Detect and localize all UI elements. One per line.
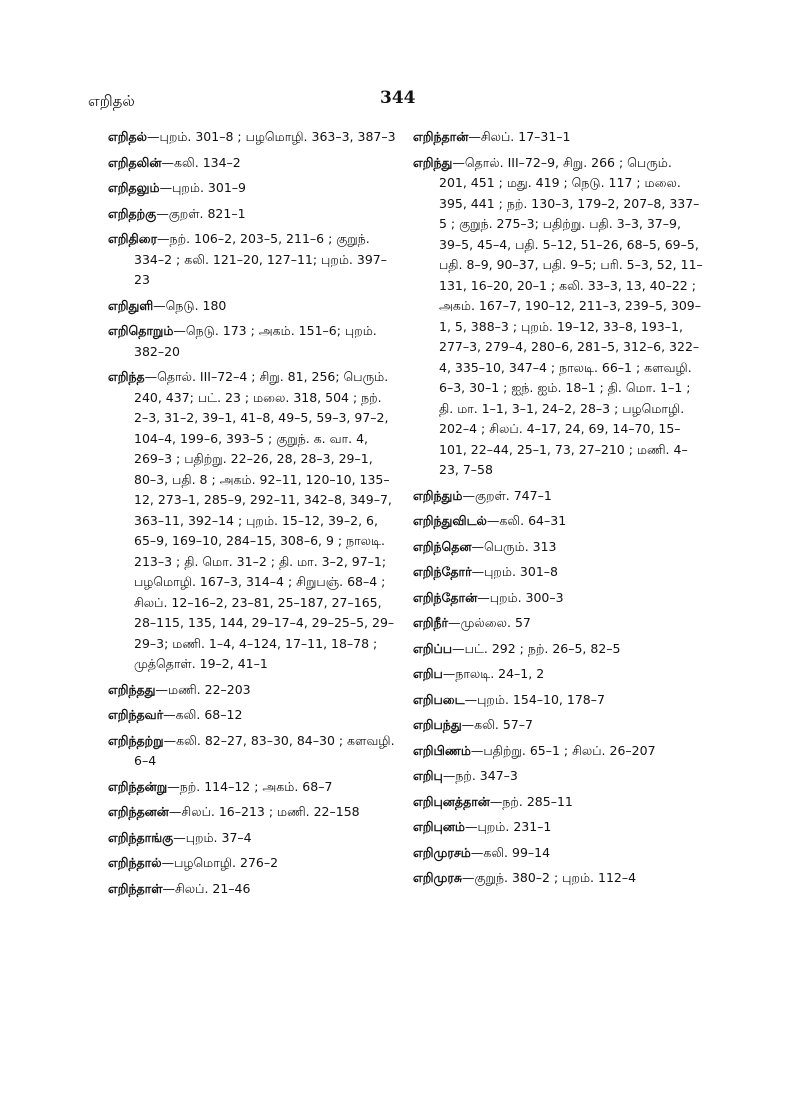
entry-references: —சிலப். 21–46 (162, 880, 251, 896)
entry-headword: எறிப்ப (413, 640, 453, 656)
entry-references: —தொல். III–72–9, சிறு. 266 ; பெரும். 201, 451 ; மது. 419 ; நெடு. 117 ; மலை. 395, 441 ; நற். 130–3, 179–2, 207–8, 337–5 ; குறுந். 275–3; பதிற்று. பதி. 3–3, 37–9, 39–5, 45–4, பதி. 5–12, 51–26, 68–5, 69–5, பதி. 8–9, 90–37, பதி. 9–5; பரி. 5–3, 52, 11–131, 16–20, 20–1 ; கலி. 33–3, 13, 40–22 ; அகம். 167–7, 190–12, 211–3, 239–5, 309–1, 5, 388–3 ; புறம். 19–12, 33–8, 193–1, 277–3, 279–4, 280–6, 281–5, 312–6, 322–4, 335–10, 347–4 ; நாலடி. 66–1 ; களவழி. 6–3, 30–1 ; ஐந். ஐம். 18–1 ; தி. மொ. 1–1 ; தி. மா. 1–1, 3–1, 24–2, 28–3 ; பழமொழி. 202–4 ; சிலப். 4–17, 24, 69, 14–70, 15–101, 22–44, 25–1, 73, 27–210 ; மணி. 4–23, 7–58 (439, 154, 703, 477)
index-entry (108, 229, 398, 291)
entry-references: —முல்லை. 57 (448, 615, 531, 630)
entry-references: —புறம். 37–4 (173, 829, 252, 845)
index-entry (413, 562, 703, 583)
entry-references: —கலி. 68–12 (163, 707, 243, 722)
left-column (108, 127, 398, 904)
entry-headword: எறிந்தாங்கு (108, 829, 174, 845)
entry-headword: எறிதலும் (108, 180, 160, 195)
entry-references: —கலி. 82–27, 83–30, 84–30 ; களவழி. 6–4 (134, 732, 395, 768)
index-entry (108, 731, 398, 772)
entry-headword: எறிப (413, 666, 443, 681)
entry-headword: எறிந்தோன் (413, 589, 478, 605)
entry-references: —புறம். 300–3 (477, 589, 564, 605)
index-entry (413, 741, 703, 762)
entry-references: —புறம். 231–1 (465, 819, 552, 834)
entry-headword: எறிந்தால் (108, 855, 162, 870)
entry-headword: எறிந்த (108, 369, 145, 384)
index-entry (413, 613, 703, 634)
entry-headword: எறிதொறும் (108, 323, 174, 338)
index-entry (413, 537, 703, 558)
entry-headword: எறிந்தும் (413, 487, 463, 503)
entry-references: —புறம். 301–9 (159, 180, 246, 195)
entry-references: —பதிற்று. 65–1 ; சிலப். 26–207 (470, 742, 656, 758)
entry-references: —நற். 347–3 (442, 768, 518, 783)
entry-references: —நெடு. 173 ; அகம். 151–6; புறம். 382–20 (134, 323, 377, 359)
entry-references: —குறள். 821–1 (156, 205, 246, 221)
index-entry (413, 127, 703, 148)
entry-headword: எறிதுளி (108, 297, 154, 313)
index-entry (108, 127, 398, 148)
index-entry (413, 588, 703, 609)
entry-references: —தொல். III–72–4 ; சிறு. 81, 256; பெரும். 240, 437; பட். 23 ; மலை. 318, 504 ; நற். 2–3, 31–2, 39–1, 41–8, 49–5, 59–3, 97–2, 104–4, 199–6, 393–5 ; குறுந். க. வா. 4, 269–3 ; பதிற்று. 22–26, 28, 28–3, 29–1, 80–3, பதி. 8 ; அகம். 92–11, 120–10, 135–12, 273–1, 285–9, 292–11, 342–8, 349–7, 363–11, 392–14 ; புறம். 15–12, 39–2, 6, 65–9, 169–10, 284–15, 308–6, 9 ; நாலடி. 213–3 ; தி. மொ. 31–2 ; தி. மா. 3–2, 97–1; பழமொழி. 167–3, 314–4 ; சிறுபஞ். 68–4 ; சிலப். 12–16–2, 23–81, 25–187, 27–165, 28–115, 135, 144, 29–17–4, 29–25–5, 29–29–3; மணி. 1–4, 4–124, 17–11, 18–78 ; முத்தொள். 19–2, 41–1 (134, 369, 395, 671)
entry-headword: எறிபிணம் (413, 742, 471, 758)
entry-headword: எறிமுரசம் (413, 844, 471, 860)
index-entry (413, 817, 703, 838)
index-entry (413, 153, 703, 481)
entry-headword: எறிதலின் (108, 154, 162, 170)
index-entry (108, 367, 398, 675)
entry-headword: எறிபந்து (413, 717, 462, 732)
index-entry (108, 828, 398, 849)
entry-references: —நற். 106–2, 203–5, 211–6 ; குறுந். 334–2 ; கலி. 121–20, 127–11; புறம். 397–23 (134, 231, 387, 287)
index-entry (108, 680, 398, 701)
index-entry (108, 777, 398, 798)
entry-headword: எறிபு (413, 768, 443, 783)
entry-references: —நாலடி. 24–1, 2 (442, 666, 545, 681)
entry-references: —நெடு. 180 (153, 297, 227, 313)
index-entry (413, 843, 703, 864)
entry-references: —சிலப். 16–213 ; மணி. 22–158 (168, 804, 360, 819)
index-entry (413, 690, 703, 711)
index-entry (108, 204, 398, 225)
entry-headword: எறிதற்கு (108, 205, 157, 221)
entry-headword: எறிந்து (413, 154, 453, 170)
index-entry (108, 153, 398, 174)
index-entry (108, 321, 398, 362)
entry-headword: எறிந்தோர் (413, 564, 472, 579)
entry-references: —சிலப். 17–31–1 (468, 129, 571, 144)
entry-references: —பழமொழி. 276–2 (161, 855, 279, 870)
index-entry (413, 639, 703, 660)
index-entry (108, 178, 398, 199)
index-entry (413, 766, 703, 787)
index-entry (413, 792, 703, 813)
index-entry (413, 511, 703, 532)
entry-headword: எறிந்தவர் (108, 707, 164, 722)
entry-references: —கலி. 57–7 (461, 717, 533, 732)
entry-headword: எறிந்தது (108, 681, 156, 697)
entry-references: —கலி. 99–14 (470, 844, 551, 860)
index-entry (413, 486, 703, 507)
entry-headword: எறிபுனம் (413, 819, 465, 834)
entry-references: —புறம். 301–8 ; பழமொழி. 363–3, 387–3 (147, 129, 396, 144)
index-entry (413, 664, 703, 685)
entry-references: —கலி. 134–2 (161, 154, 241, 170)
entry-headword: எறிதல் (108, 129, 148, 144)
index-entry (108, 879, 398, 900)
entry-headword: எறிந்தன்று (108, 778, 168, 794)
entry-references: —புறம். 301–8 (471, 564, 558, 579)
index-entry (108, 705, 398, 726)
entry-references: —பட். 292 ; நற். 26–5, 82–5 (452, 640, 621, 656)
entry-headword: எறிந்தற்று (108, 732, 164, 748)
entry-headword: எறிநீர் (413, 615, 449, 630)
entry-headword: எறிமுரசு (413, 870, 462, 885)
running-head: எறிதல் (88, 92, 135, 110)
entry-headword: எறிபுனத்தான் (413, 793, 490, 809)
index-entry (108, 296, 398, 317)
page-number: 344 (380, 88, 416, 108)
entry-references: —பெரும். 313 (471, 538, 557, 554)
index-entry (108, 802, 398, 823)
entry-headword: எறிந்துவிடல் (413, 513, 487, 528)
entry-headword: எறிந்தென (413, 538, 472, 554)
entry-references: —நற். 285–11 (489, 793, 573, 809)
entry-references: —குறுந். 380–2 ; புறம். 112–4 (462, 870, 637, 885)
entry-headword: எறிதிரை (108, 231, 158, 246)
entry-headword: எறிபடை (413, 691, 465, 707)
right-column (413, 127, 703, 894)
entry-references: —புறம். 154–10, 178–7 (464, 691, 605, 707)
entry-references: —குறள். 747–1 (462, 487, 552, 503)
entry-references: —மணி. 22–203 (155, 681, 251, 697)
entry-headword: எறிந்தான் (413, 129, 469, 144)
entry-headword: எறிந்தாள் (108, 880, 163, 896)
index-entry (108, 853, 398, 874)
index-entry (413, 715, 703, 736)
entry-references: —நற். 114–12 ; அகம். 68–7 (167, 778, 333, 794)
entry-headword: எறிந்தனன் (108, 804, 169, 819)
entry-references: —கலி. 64–31 (486, 513, 567, 528)
index-entry (413, 868, 703, 889)
